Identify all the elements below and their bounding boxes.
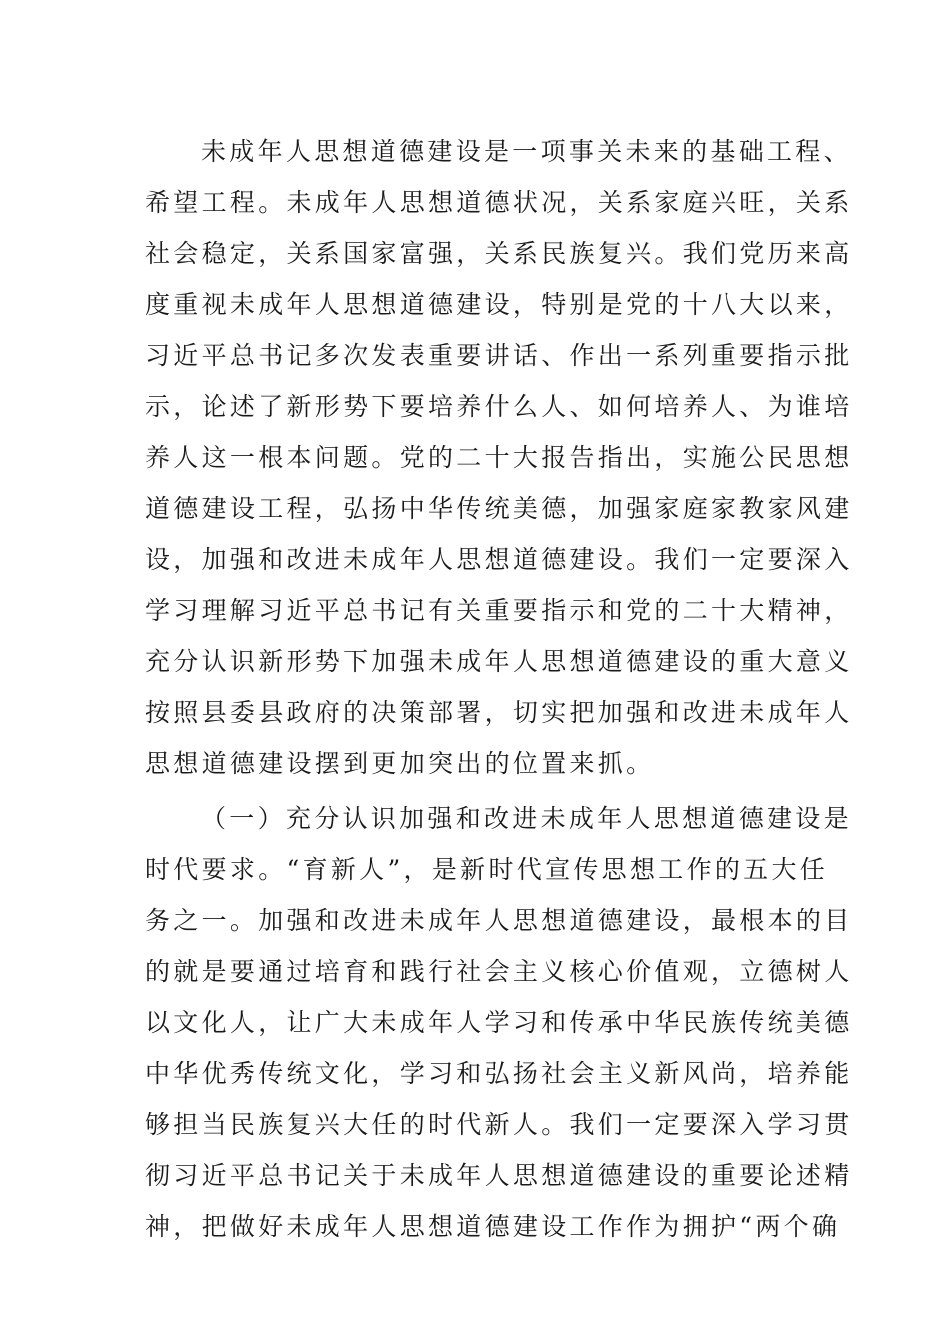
paragraph-line: 示，论述了新形势下要培养什么人、如何培养人、为谁培 [145, 392, 853, 421]
paragraph-line: 务之一。加强和改进未成年人思想道德建设，最根本的目 [145, 906, 853, 935]
paragraph-line: 未成年人思想道德建设是一项事关未来的基础工程、 [201, 137, 852, 166]
paragraph-line: 习近平总书记多次发表重要讲话、作出一系列重要指示批 [145, 341, 853, 370]
paragraph-line: 中华优秀传统文化，学习和弘扬社会主义新风尚，培养能 [145, 1059, 853, 1088]
paragraph-line: 度重视未成年人思想道德建设，特别是党的十八大以来， [145, 290, 853, 319]
paragraph-line: 的就是要通过培育和践行社会主义核心价值观，立德树人 [145, 957, 853, 986]
paragraph-line: 时代要求。“育新人”，是新时代宣传思想工作的五大任 [145, 855, 829, 884]
paragraph-line: 社会稳定，关系国家富强，关系民族复兴。我们党历来高 [145, 239, 853, 268]
document-body [145, 126, 853, 1252]
paragraph-line: （一）充分认识加强和改进未成年人思想道德建设是 [201, 804, 852, 833]
paragraph-line: 设，加强和改进未成年人思想道德建设。我们一定要深入 [145, 545, 853, 574]
paragraph-line: 道德建设工程，弘扬中华传统美德，加强家庭家教家风建 [145, 494, 853, 523]
paragraph-line: 学习理解习近平总书记有关重要指示和党的二十大精神， [145, 596, 853, 625]
paragraph-line: 养人这一根本问题。党的二十大报告指出，实施公民思想 [145, 443, 853, 472]
paragraph-line: 神，把做好未成年人思想道德建设工作作为拥护“两个确 [145, 1212, 841, 1241]
paragraph-line: 够担当民族复兴大任的时代新人。我们一定要深入学习贯 [145, 1110, 853, 1139]
paragraph-section-one [145, 793, 853, 1252]
paragraph-line: 希望工程。未成年人思想道德状况，关系家庭兴旺，关系 [145, 188, 853, 217]
paragraph-line: 彻习近平总书记关于未成年人思想道德建设的重要论述精 [145, 1161, 853, 1190]
paragraph-line: 以文化人，让广大未成年人学习和传承中华民族传统美德 [145, 1008, 853, 1037]
paragraph-line: 按照县委县政府的决策部署，切实把加强和改进未成年人 [145, 698, 853, 727]
paragraph-line: 思想道德建设摆到更加突出的位置来抓。 [145, 749, 655, 778]
paragraph-intro [145, 126, 853, 789]
paragraph-line: 充分认识新形势下加强未成年人思想道德建设的重大意义 [145, 647, 853, 676]
